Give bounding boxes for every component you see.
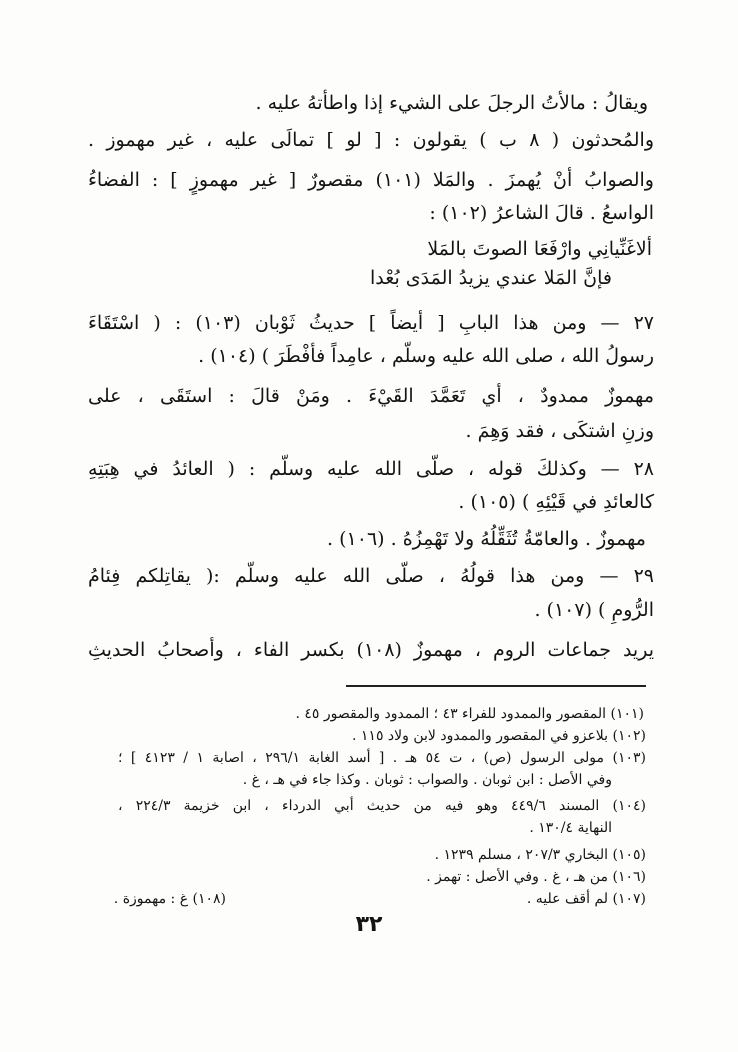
footnote: (١٠٦) من هـ ، غ . وفي الأصل : تهمز .	[426, 869, 646, 885]
text-line: مهموزٌ . والعامّةُ تُثَقِّلُهُ ولا تَهْمِزُهُ . (١٠٦) .	[327, 528, 646, 550]
footnote: (١٠٨) غ : مهموزة .	[113, 891, 226, 907]
footnote: (١٠٢) بلاعزو في المقصور والممدود لابن ولاد ١١٥ .	[352, 728, 646, 744]
verse-hemistich-1: ألاغَنِّيانِي وارْفَعَا الصوتَ بالمَلا	[427, 238, 652, 260]
text-line: مهموزٌ ممدودٌ ، أي تَعَمَّدَ القَيْءَ . ومَنْ قالَ : استَقَى ، على	[88, 385, 654, 407]
footnote: (١٠٣) مولى الرسول (ص) ، ت ٥٤ هـ . [ أسد الغابة ٢٩٦/١ ، اصابة ١ / ٤١٢٣ ] ؛	[118, 750, 646, 766]
text-line: ٢٧ — ومن هذا البابِ [ أيضاً ] حديثُ ثَوْبان (١٠٣) : ( اسْتَقَاءَ	[88, 312, 654, 334]
footnote: (١٠٤) المسند ٤٤٩/٦ وهو فيه من حديث أبي الدرداء ، ابن خزيمة ٢٢٤/٣ ،	[118, 798, 646, 814]
footnote: (١٠٧) لم أقف عليه .	[526, 891, 646, 907]
footnote: (١٠٥) البخاري ٢٠٧/٣ ، مسلم ١٢٣٩ .	[434, 847, 646, 863]
footnote-continuation: وفي الأصل : ابن ثوبان . والصواب : ثوبان . وكذا جاء في هـ ، غ .	[242, 772, 612, 788]
footnote-continuation: النهاية ١٣٠/٤ .	[529, 820, 612, 836]
text-line: رسولُ الله ، صلى الله عليه وسلّم ، عامِداً فأفْطَرَ ) (١٠٤) .	[198, 345, 654, 367]
footnote: (١٠١) المقصور والممدود للفراء ٤٣ ؛ الممدود والمقصور ٤٥ .	[295, 706, 644, 722]
text-line: والمُحدثون ( ٨ ب ) يقولون : [ لو ] تمالَى عليه ، غير مهموز .	[88, 129, 655, 151]
page-number: ٣٢	[355, 912, 383, 937]
text-line: والصوابُ أنْ يُهمزَ . والمَلا (١٠١) مقصورٌ [ غير مهموزٍ ] : الفضاءُ	[88, 169, 654, 191]
footnote-separator	[346, 685, 646, 687]
text-line: كالعائدِ في قَيْئِهِ ) (١٠٥) .	[458, 491, 654, 513]
text-line: الرُّومِ ) (١٠٧) .	[534, 599, 654, 621]
text-line: ٢٨ — وكذلكَ قوله ، صلّى الله عليه وسلّم : ( العائدُ في هِبَتِهِ	[88, 458, 654, 480]
text-line: ويقالُ : مالأتُ الرجلَ على الشيء إذا واطأتهُ عليه .	[255, 92, 648, 114]
text-line: يريد جماعات الروم ، مهموزٌ (١٠٨) بكسر الفاء ، وأصحابُ الحديثِ	[88, 639, 654, 661]
verse-hemistich-2: فإنَّ المَلا عندي يزيدُ المَدَى بُعْدا	[370, 267, 612, 289]
text-line: ٢٩ — ومن هذا قولُهُ ، صلّى الله عليه وسلّم :( يقاتِلكم فِئامُ	[88, 565, 654, 587]
text-line: وزنِ اشتكَى ، فقد وَهِمَ .	[465, 420, 654, 442]
text-line: الواسعُ . قالَ الشاعرُ (١٠٢) :	[429, 202, 654, 224]
